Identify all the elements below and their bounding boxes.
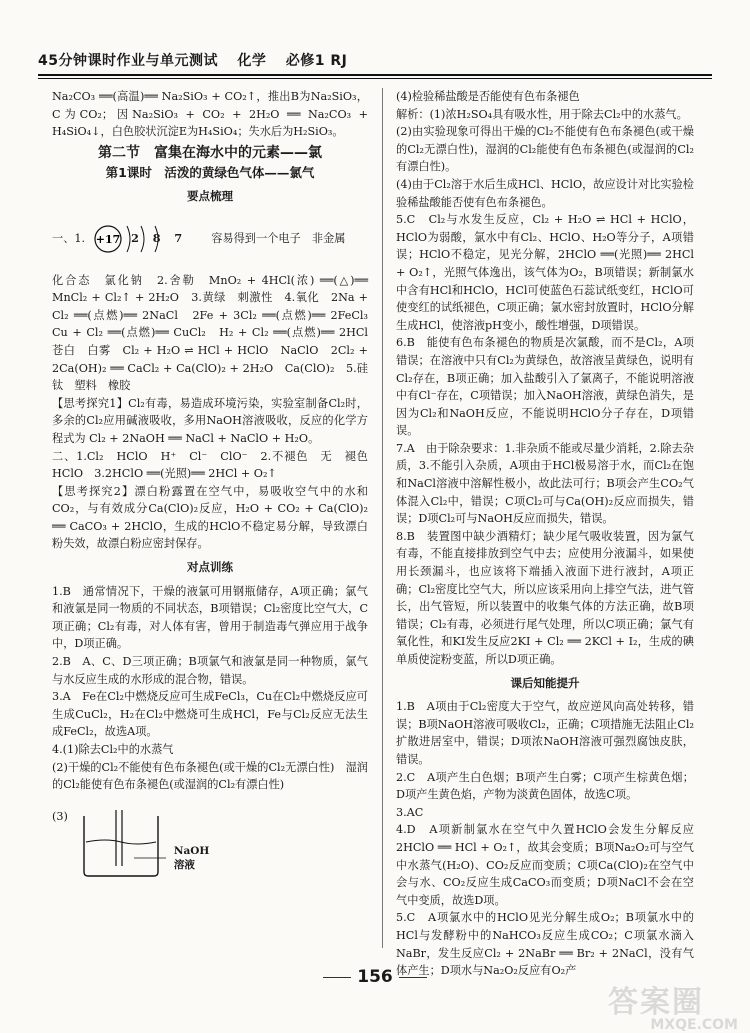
points-part-2: 二、1.Cl₂ HClO H⁺ Cl⁻ ClO⁻ 2.不褪色 无 褪色 HClO 3.2HClO ══(光照)══ 2HCl + O₂↑ xyxy=(52,449,380,481)
think-explore-1: 【思考探究1】Cl₂有毒，易造成环境污染，实验室制备Cl₂时，多余的Cl₂应用碱液吸收，多用NaOH溶液吸收，反应的化学方程式为 Cl₂ + 2NaOH ══ NaCl + NaClO + H₂O。 xyxy=(52,396,368,445)
page-header xyxy=(38,50,712,76)
beaker-icon xyxy=(76,808,166,878)
apparatus-label: (3) xyxy=(52,809,68,823)
header-rule-thin xyxy=(38,78,712,79)
page-number-dash-right xyxy=(399,977,427,978)
page-number-dash-left xyxy=(323,977,351,978)
volume-label: 必修1 RJ xyxy=(285,53,348,69)
watermark-line-2: MXQE.COM xyxy=(650,1017,738,1033)
section-title: 第二节 富集在海水中的元素——氯 xyxy=(98,144,322,161)
after-class-heading: 课后知能提升 xyxy=(510,675,580,690)
atom-prefix: 一、1. xyxy=(52,231,86,245)
page-number: 156 xyxy=(0,967,750,987)
book-title: 45分钟课时作业与单元测试 xyxy=(38,53,218,69)
naoh-solution-label: NaOH 溶液 xyxy=(173,844,210,871)
points-body: 化合态 氯化钠 2.舍勒 MnO₂ + 4HCl(浓) ══(△)══ MnCl₂ + Cl₂↑ + 2H₂O 3.黄绿 刺激性 4.氧化 2Na + Cl₂ ══(点燃)══ 2NaCl 2Fe + 3Cl₂ ══(点燃)══ 2FeCl₃ Cu + Cl₂ ══(点燃)══ CuCl₂ H₂ + Cl₂ ══(点燃)══ 2HCl 苍白 白雾 Cl₂ + H₂O ⇌ HCl + HClO NaClO 2Cl₂ + 2Ca(OH)₂ ══ CaCl₂ + Ca(ClO)₂ + 2H₂O Ca(ClO)₂ 5.硅 钛 塑料 橡胶 xyxy=(52,273,380,393)
practice-heading: 对点训练 xyxy=(187,560,233,575)
watermark-line-1: 答案圈 xyxy=(608,985,704,1020)
atom-description: 容易得到一个电子 非金属 xyxy=(211,231,346,245)
subject-label: 化学 xyxy=(237,53,267,69)
header-rule-thick xyxy=(38,74,712,76)
right-column xyxy=(396,88,694,980)
practice-answers-continued: 5.C Cl₂与水发生反应，Cl₂ + H₂O ⇌ HCl + HClO，HClO为弱酸，氯水中有Cl₂、HClO、H₂O等分子，A项错误；HClO不稳定，见光分解，2HClO ══(光照)══ 2HCl + O₂↑，光照气体逸出，该气体为O₂，B项错误；新制氯水中含有HCl和HClO，HCl可使蓝色石蕊试纸变红，HClO可使变红的试纸褪色，C项正确；氯水密封放置时，HClO分解生成HCl，使溶液pH变小，酸性增强，D项错误。 6.B 能使有色布条褪色的物质是次氯酸，而不是Cl₂，A项错误；在溶液中只有Cl₂为黄绿色，故溶液呈黄绿色，说明有Cl₂存在，B项正确；加入盐酸引入了氯离子，不能说明溶液中有Cl⁻存在，C项错误；加入NaOH溶液，黄绿色消失，是因为Cl₂和NaOH反应，不能说明HClO分子存在，D项错误。 7.A 由于除杂要求：1.非杂质不能或尽量少消耗，2.除去杂质，3.不能引入杂质，A项由于HCl极易溶于水，而Cl₂在饱和NaCl溶液中溶解性极小，故此法可行；B项会产生CO₂气体混入Cl₂中，错误；C项Cl₂可与Ca(OH)₂反应而损失，错误；D项Cl₂可与NaOH反应而损失，错误。 8.B 装置图中缺少酒精灯；缺少尾气吸收装置，因为氯气有毒，不能直接排放到空气中去；应使用分液漏斗，如果使用长颈漏斗，也应该将下端插入液面下进行液封，A项正确；Cl₂密度比空气大，所以应该采用向上排空气法，进气管长，出气管短，所以装置中的收集气体的方法正确，故B项错误；Cl₂有毒，必须进行尾气处理，所以C项正确；氯气有氧化性，和KI发生反应2KI + Cl₂ ══ 2KCl + I₂，生成的碘单质使淀粉变蓝，所以D项正确。 xyxy=(396,213,694,666)
after-class-answers: 1.B A项由于Cl₂密度大于空气，故应逆风向高处转移，错误；B项NaOH溶液可吸收Cl₂，正确；C项措施无法阻止Cl₂扩散进居室中，错误；D项浓NaOH溶液可强烈腐蚀皮肤，错误。 2.C A项产生白色烟；B项产生白雾；C项产生棕黄色烟；D项产生黄色焰，产物为淡黄色固体，故选C项。 3.AC 4.D A项新制氯水在空气中久置HClO会发生分解反应2HClO ══ HCl + O₂↑，故其会变质；B项Na₂O₂可与空气中水蒸气(H₂O)、CO₂反应而变质；C项Ca(ClO)₂在空气中会与水、CO₂反应生成CaCO₃而变质；D项NaCl不会在空气中变质，故选D项。 5.C A项氯水中的HClO见光分解生成O₂；B项氯水中的HCl与发酵粉中的NaHCO₃反应生成CO₂；C项氯水滴入NaBr，发生反应Cl₂ + 2NaBr ══ Br₂ + 2NaCl，没有气体产生；D项水与Na₂O₂反应有O₂产 xyxy=(396,700,694,978)
lesson-title: 第1课时 活泼的黄绿色气体——氯气 xyxy=(105,165,315,181)
left-column xyxy=(52,88,380,878)
practice-answers: 1.B 通常情况下，干燥的液氯可用钢瓶储存，A项正确；氯气和液氯是同一物质的不同状态，B项错误；Cl₂密度比空气大，C项正确；Cl₂有毒，对人体有害，曾用于制造毒气弹应用于战争中，D项正确。 2.B A、C、D三项正确；B项氯气和液氯是同一种物质，氯气与水反应生成的水形成的混合物，错误。 3.A Fe在Cl₂中燃烧反应可生成FeCl₃，Cu在Cl₂中燃烧反应可生成CuCl₂，H₂在Cl₂中燃烧可生成HCl，Fe与Cl₂反应无法生成FeCl₂，故选A项。 4.(1)除去Cl₂中的水蒸气 (2)干燥的Cl₂不能使有色布条褪色(或干燥的Cl₂无漂白性) 湿润的Cl₂能使有色布条褪色(或湿润的Cl₂有漂白性) xyxy=(52,584,368,792)
site-watermark xyxy=(608,977,738,1033)
column-divider xyxy=(382,88,383,948)
chlorine-atom-structure xyxy=(52,222,368,256)
answer-4-continued: (4)检验稀盐酸是否能使有色布条褪色 解析：(1)浓H₂SO₄具有吸水性，用于除去Cl₂中的水蒸气。 (2)由实验现象可得出干燥的Cl₂不能使有色布条褪色(或干燥的Cl₂无漂白性)，湿润的Cl₂能使有色布条褪色(或湿润的Cl₂有漂白性)。 (4)由于Cl₂溶于水后生成HCl、HClO，故应设计对比实验检验稀盐酸能否使有色布条褪色。 xyxy=(396,90,694,209)
think-explore-2: 【思考探究2】漂白粉露置在空气中，易吸收空气中的水和CO₂，与有效成分Ca(ClO)₂反应，H₂O + CO₂ + Ca(ClO)₂ ══ CaCO₃ + 2HClO，生成的HClO不稳定易分解，导致漂白粉失效，故漂白粉应密封保存。 xyxy=(52,484,368,551)
gas-absorption-apparatus xyxy=(52,808,368,878)
atom-shells: 2 8 7 xyxy=(131,230,188,245)
intro-paragraph: Na₂CO₃ ══(高温)══ Na₂SiO₃ + CO₂↑，推出B为Na₂SiO₃，C为CO₂；因Na₂SiO₃ + CO₂ + 2H₂O ══ Na₂CO₃ + H₄SiO₄↓，白色胶状沉淀E为H₄SiO₄；失水后为H₂SiO₃。 xyxy=(52,90,368,139)
atom-nucleus: +17 xyxy=(95,232,121,246)
points-heading: 要点梳理 xyxy=(187,188,233,203)
